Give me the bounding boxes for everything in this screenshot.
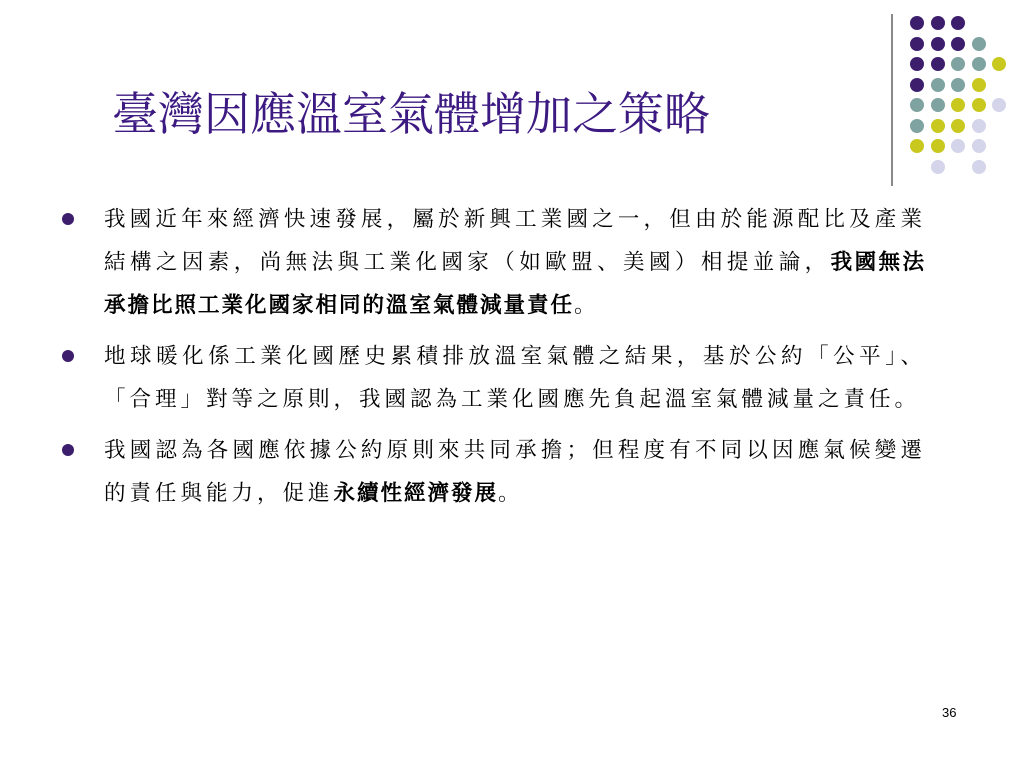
decor-dot-teal	[972, 37, 986, 51]
bullet-text	[104, 335, 926, 421]
decor-dot-lavender	[972, 119, 986, 133]
bullet-dot-icon	[62, 350, 74, 362]
decor-dot-purple	[910, 37, 924, 51]
decor-dot-lavender	[972, 139, 986, 153]
decor-dot-olive	[910, 139, 924, 153]
decor-dot-purple	[910, 57, 924, 71]
decor-dot-purple	[951, 37, 965, 51]
decor-dot-olive	[951, 98, 965, 112]
decor-dot-teal	[931, 78, 945, 92]
bullet-plain-text: 我國近年來經濟快速發展，屬於新興工業國之一，但由於能源配比及產業結構之因素，尚無法與工業化國家（如歐盟、美國）相提並論，	[104, 207, 926, 275]
page-number: 36	[942, 705, 957, 720]
bullet-list	[62, 198, 942, 523]
decor-dot-teal	[972, 57, 986, 71]
decor-dot-teal	[910, 119, 924, 133]
slide-title: 臺灣因應溫室氣體增加之策略	[112, 87, 710, 141]
decor-dot-lavender	[972, 160, 986, 174]
decor-dot-lavender	[992, 98, 1006, 112]
decor-dot-olive	[951, 119, 965, 133]
decor-dot-lavender	[951, 139, 965, 153]
bullet-plain-text: 地球暖化係工業化國歷史累積排放溫室氣體之結果，基於公約「公平」、「合理」對等之原則，我國認為工業化國應先負起溫室氣體減量之責任。	[104, 344, 926, 412]
decor-dot-purple	[931, 57, 945, 71]
title-divider-line	[891, 14, 893, 186]
decor-dot-teal	[910, 98, 924, 112]
decor-dot-teal	[951, 78, 965, 92]
bullet-tail-text: 。	[574, 293, 600, 318]
decor-dot-olive	[972, 98, 986, 112]
decor-dot-olive	[931, 139, 945, 153]
decor-dot-purple	[910, 16, 924, 30]
bullet-item-3	[62, 429, 942, 515]
bullet-plain-text: 我國認為各國應依據公約原則來共同承擔；但程度有不同以因應氣候變遷的責任與能力，促進	[104, 438, 926, 506]
bullet-item-2	[62, 335, 942, 421]
decor-dot-teal	[931, 98, 945, 112]
decor-dot-olive	[992, 57, 1006, 71]
decor-dot-purple	[951, 16, 965, 30]
decor-dot-teal	[951, 57, 965, 71]
decor-dot-olive	[972, 78, 986, 92]
decor-dot-purple	[910, 78, 924, 92]
bullet-item-1	[62, 198, 942, 327]
bullet-bold-text: 我國無法承擔比照工業化國家相同的溫室氣體減量責任	[104, 250, 926, 318]
bullet-dot-icon	[62, 213, 74, 225]
decor-dot-purple	[931, 37, 945, 51]
bullet-dot-icon	[62, 444, 74, 456]
decor-dot-purple	[931, 16, 945, 30]
bullet-tail-text: 。	[498, 481, 524, 506]
decor-dot-lavender	[931, 160, 945, 174]
bullet-text	[104, 198, 926, 327]
bullet-text	[104, 429, 926, 515]
bullet-bold-text: 永續性經濟發展	[333, 481, 499, 506]
decor-dot-olive	[931, 119, 945, 133]
